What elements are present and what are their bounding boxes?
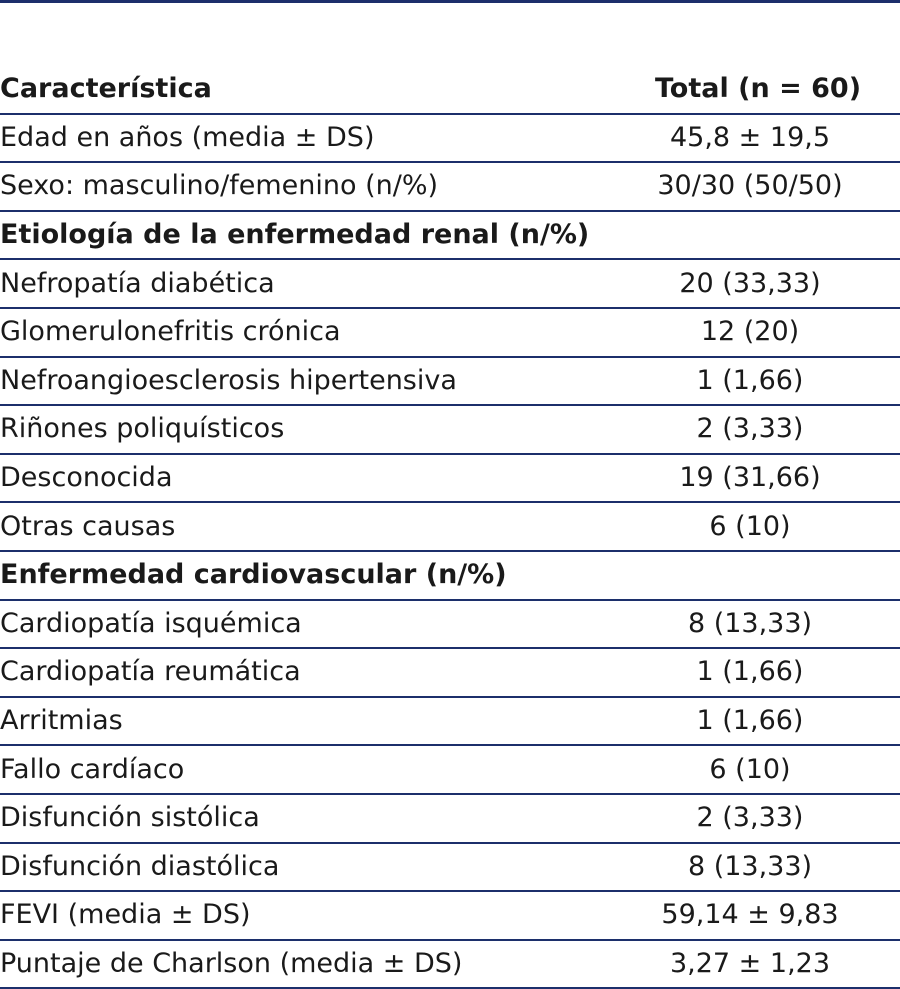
row-label: Arritmias <box>0 697 600 746</box>
table-row <box>0 843 900 892</box>
table-row <box>0 357 900 406</box>
table-row <box>0 648 900 697</box>
table-row <box>0 308 900 357</box>
row-value: 1 (1,66) <box>600 648 900 697</box>
row-label: FEVI (media ± DS) <box>0 891 600 940</box>
section-row-cardiovascular <box>0 551 900 600</box>
row-value: 19 (31,66) <box>600 454 900 503</box>
table-row <box>0 454 900 503</box>
table-row <box>0 502 900 551</box>
row-label: Disfunción diastólica <box>0 843 600 892</box>
row-label: Disfunción sistólica <box>0 794 600 843</box>
row-value <box>600 211 900 260</box>
table-row <box>0 405 900 454</box>
row-value: 6 (10) <box>600 502 900 551</box>
table-row <box>0 162 900 211</box>
row-value: 1 (1,66) <box>600 697 900 746</box>
header-total: Total (n = 60) <box>600 66 900 114</box>
table-row <box>0 600 900 649</box>
row-label: Cardiopatía isquémica <box>0 600 600 649</box>
row-value: 20 (33,33) <box>600 259 900 308</box>
header-characteristic: Característica <box>0 66 600 114</box>
table-row <box>0 940 900 989</box>
row-value: 1 (1,66) <box>600 357 900 406</box>
table-row <box>0 891 900 940</box>
characteristics-table <box>0 66 900 989</box>
row-label: Desconocida <box>0 454 600 503</box>
row-label: Fallo cardíaco <box>0 745 600 794</box>
row-label: Riñones poliquísticos <box>0 405 600 454</box>
row-value: 8 (13,33) <box>600 843 900 892</box>
row-value: 8 (13,33) <box>600 600 900 649</box>
row-value: 30/30 (50/50) <box>600 162 900 211</box>
table-row <box>0 114 900 163</box>
row-label: Otras causas <box>0 502 600 551</box>
row-label: Glomerulonefritis crónica <box>0 308 600 357</box>
row-value: 2 (3,33) <box>600 405 900 454</box>
row-label: Puntaje de Charlson (media ± DS) <box>0 940 600 989</box>
row-value: 59,14 ± 9,83 <box>600 891 900 940</box>
row-label: Cardiopatía reumática <box>0 648 600 697</box>
section-label: Etiología de la enfermedad renal (n/%) <box>0 211 600 260</box>
section-label: Enfermedad cardiovascular (n/%) <box>0 551 600 600</box>
row-label: Nefroangioesclerosis hipertensiva <box>0 357 600 406</box>
table-row <box>0 745 900 794</box>
section-row-renal-etiology <box>0 211 900 260</box>
row-value: 45,8 ± 19,5 <box>600 114 900 163</box>
row-value: 2 (3,33) <box>600 794 900 843</box>
row-label: Edad en años (media ± DS) <box>0 114 600 163</box>
row-value: 3,27 ± 1,23 <box>600 940 900 989</box>
row-value <box>600 551 900 600</box>
table-row <box>0 794 900 843</box>
table-row <box>0 697 900 746</box>
table-header-row <box>0 66 900 114</box>
top-rule <box>0 0 900 3</box>
row-label: Sexo: masculino/femenino (n/%) <box>0 162 600 211</box>
row-value: 6 (10) <box>600 745 900 794</box>
table-row <box>0 259 900 308</box>
row-label: Nefropatía diabética <box>0 259 600 308</box>
row-value: 12 (20) <box>600 308 900 357</box>
